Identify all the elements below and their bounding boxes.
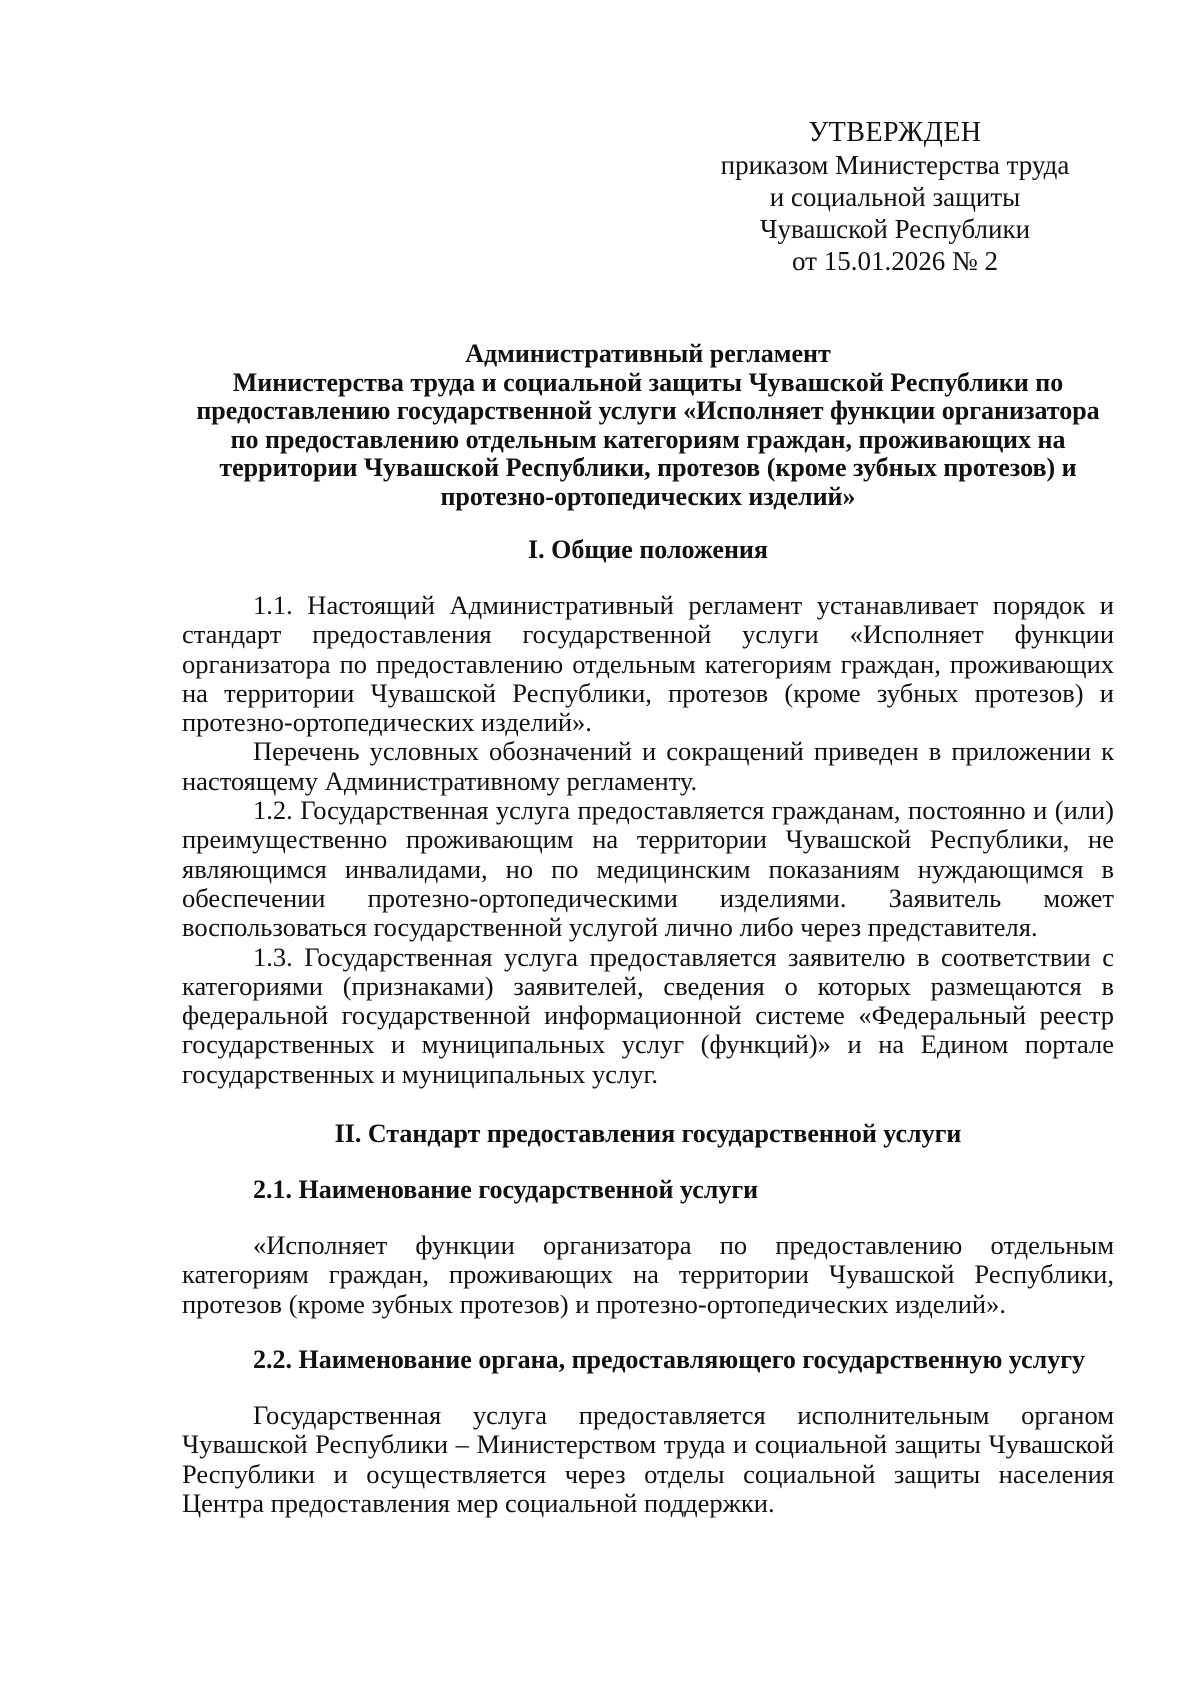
document-title-line: Министерства труда и социальной защиты Чувашской Республики по bbox=[232, 367, 1064, 397]
paragraph-2-1: «Исполняет функции организатора по предоставлению отдельным категориям граждан, проживающих на территории Чувашской Республики, протезов (кроме зубных протезов) и протезно-ортопедических изделий». bbox=[182, 1230, 1114, 1319]
document-title-line: территории Чувашской Республики, протезов (кроме зубных протезов) и bbox=[219, 453, 1077, 482]
section-heading-standard: II. Стандарт предоставления государственной услуги bbox=[334, 1119, 962, 1149]
approval-line: приказом Министерства труда bbox=[720, 150, 1070, 180]
approval-block bbox=[700, 117, 1090, 277]
approval-line: Чувашской Республики bbox=[759, 214, 1031, 244]
paragraph-2-2: Государственная услуга предоставляется исполнительным органом Чувашской Республики – Министерством труда и социальной защиты Чувашской Республики и осуществляется через отделы социальной защиты населения Центра предоставления мер социальной поддержки. bbox=[182, 1399, 1114, 1518]
section-heading-general: I. Общие положения bbox=[528, 535, 768, 564]
approval-date-number: от 15.01.2026 № 2 bbox=[792, 246, 998, 276]
document-body bbox=[182, 340, 1114, 1518]
approval-line: и социальной защиты bbox=[769, 182, 1021, 212]
document-title-line: Административный регламент bbox=[465, 339, 831, 368]
document-title-line: по предоставлению отдельным категориям граждан, проживающих на bbox=[230, 424, 1066, 454]
paragraph-abbreviations: Перечень условных обозначений и сокращений приведен в приложении к настоящему Административному регламенту. bbox=[182, 736, 1114, 796]
subsection-heading-2-1: 2.1. Наименование государственной услуги bbox=[253, 1175, 759, 1205]
approval-title: УТВЕРЖДЕН bbox=[808, 117, 982, 148]
document-title-line: протезно-ортопедических изделий» bbox=[440, 481, 856, 511]
paragraph-1-3: 1.3. Государственная услуга предоставляется заявителю в соответствии с категориями (признаками) заявителей, сведения о которых размещаются в федеральной государственной информационной системе «Федеральный реестр государственных и муниципальных услуг (функций)» и на Едином портале государственных и муниципальных услуг. bbox=[182, 941, 1114, 1089]
document-title bbox=[182, 340, 1114, 511]
paragraph-1-1: 1.1. Настоящий Административный регламент устанавливает порядок и стандарт предоставления государственной услуги «Исполняет функции организатора по предоставлению отдельным категориям граждан, проживающих на территории Чувашской Республики, протезов (кроме зубных протезов) и протезно-ортопедических изделий». bbox=[182, 590, 1114, 738]
document-title-line: предоставлению государственной услуги «Исполняет функции организатора bbox=[196, 396, 1100, 425]
paragraph-1-2: 1.2. Государственная услуга предоставляется гражданам, постоянно и (или) преимущественно проживающим на территории Чувашской Республики, не являющимся инвалидами, но по медицинским показаниям нуждающимся в обеспечении протезно-ортопедическими изделиями. Заявитель может воспользоваться государственной услугой лично либо через представителя. bbox=[182, 795, 1114, 943]
subsection-heading-2-2: 2.2. Наименование органа, предоставляющего государственную услугу bbox=[253, 1344, 1086, 1374]
